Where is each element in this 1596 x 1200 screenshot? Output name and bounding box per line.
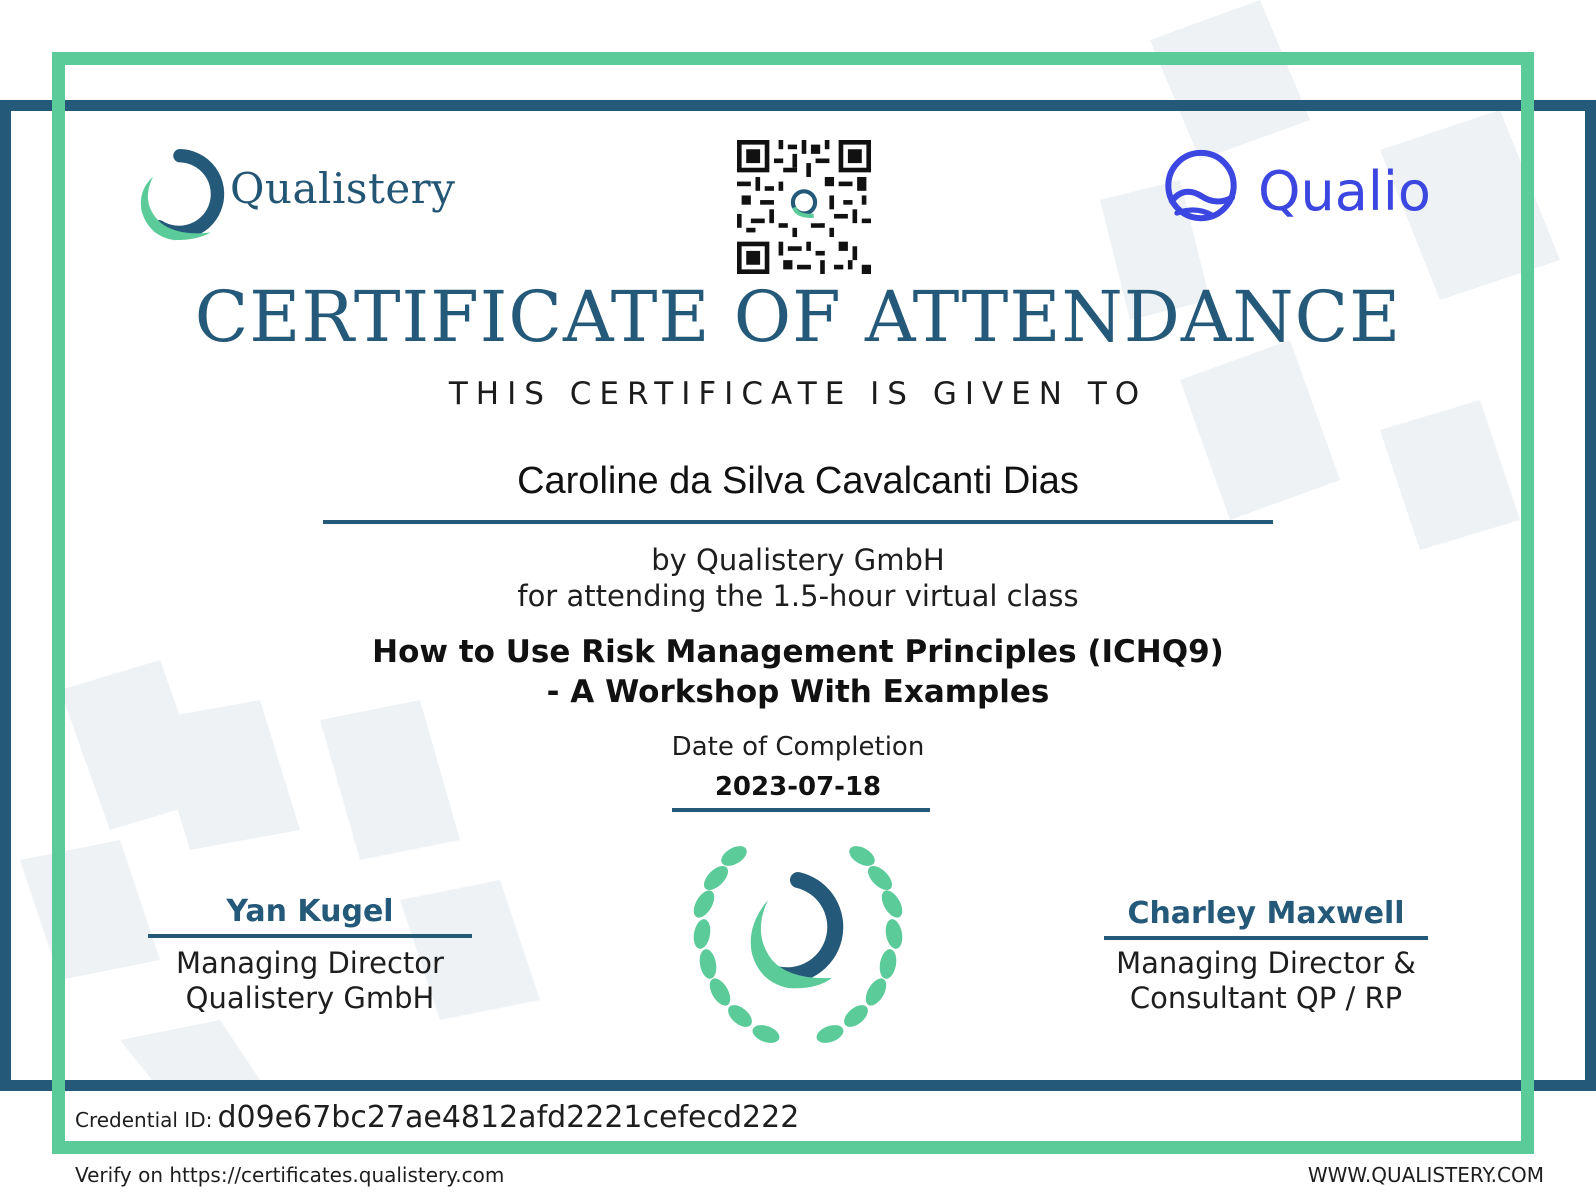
recipient-name: Caroline da Silva Cavalcanti Dias xyxy=(517,460,1079,502)
date-value: 2023-07-18 xyxy=(714,772,882,802)
qr-code-icon xyxy=(737,140,871,274)
signer-right-underline xyxy=(1104,936,1428,940)
credential-row xyxy=(75,1100,799,1135)
verify-link[interactable]: Verify on https://certificates.qualistery.com xyxy=(75,1163,505,1187)
certificate-subtitle: THIS CERTIFICATE IS GIVEN TO xyxy=(448,376,1148,412)
qualistery-logo-text: Qualistery xyxy=(230,164,456,213)
qualio-icon xyxy=(1158,146,1244,232)
date-label: Date of Completion xyxy=(671,732,925,762)
certificate-title: CERTIFICATE OF ATTENDANCE xyxy=(194,276,1402,358)
for-line: for attending the 1.5-hour virtual class xyxy=(517,579,1079,613)
recipient-underline xyxy=(323,520,1273,524)
course-line-2: - A Workshop With Examples xyxy=(546,674,1050,710)
signer-left-underline xyxy=(148,934,472,938)
laurel-seal-icon xyxy=(680,834,916,1050)
signer-right-role-line-1: Managing Director & xyxy=(1116,946,1416,980)
course-line-1: How to Use Risk Management Principles (ICHQ9) xyxy=(372,634,1224,670)
issuer-block xyxy=(0,542,1596,614)
credential-label: Credential ID: xyxy=(75,1108,213,1132)
signer-right-name: Charley Maxwell xyxy=(1127,896,1405,931)
signer-left-role-line-2: Qualistery GmbH xyxy=(185,981,435,1015)
signer-left-name: Yan Kugel xyxy=(226,894,394,929)
by-line: by Qualistery GmbH xyxy=(651,543,945,577)
date-underline xyxy=(672,808,930,812)
credential-id: d09e67bc27ae4812afd2221cefecd222 xyxy=(217,1100,800,1135)
website-link[interactable]: WWW.QUALISTERY.COM xyxy=(1307,1163,1544,1187)
signer-right-role xyxy=(1074,946,1458,1016)
qualio-logo-text: Qualio xyxy=(1258,160,1431,223)
signer-left-role xyxy=(128,946,492,1016)
course-title xyxy=(0,632,1596,712)
qualistery-q-icon xyxy=(132,148,228,244)
signer-right-role-line-2: Consultant QP / RP xyxy=(1129,981,1403,1015)
signer-left-role-line-1: Managing Director xyxy=(176,946,444,980)
